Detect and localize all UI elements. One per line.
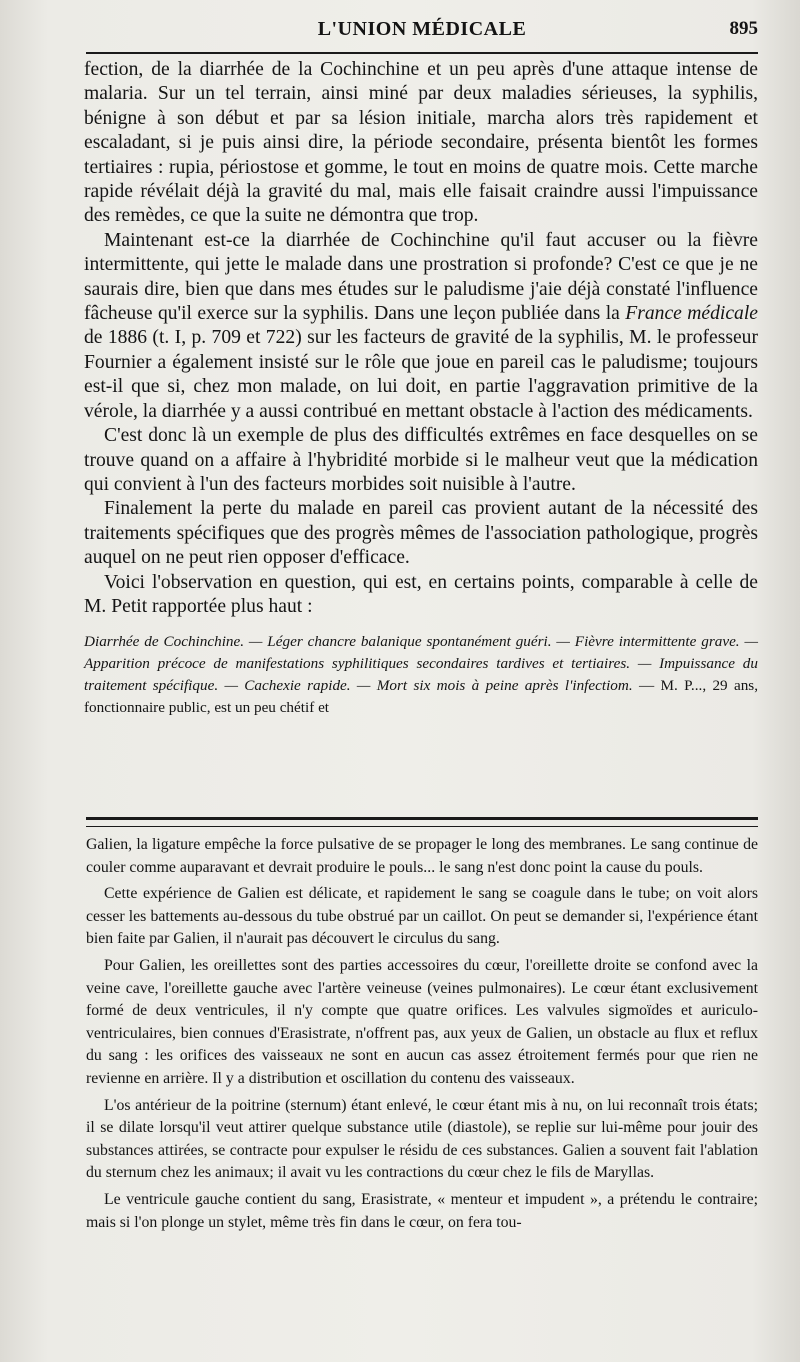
page-number: 895 (729, 18, 758, 39)
paragraph-text: de 1886 (t. I, p. 709 et 722) sur les facteurs de gravité de la syphilis, M. le professeur Fournier a également insisté sur le rôle que joue en pareil cas le paludisme; toujours est-il que si, chez mon malade, on lui doit, en partie l'aggravation primitive de la vérole, la diarrhée y a aussi contribué en mettant obstacle à l'action des médicaments. (84, 327, 758, 422)
footnote-paragraph: Pour Galien, les oreillettes sont des parties accessoires du cœur, l'oreillette droite se confond avec la veine cave, l'oreillette gauche avec l'artère veineuse (veines pulmonaires). Le cœur étant exclusivement formé de deux ventricules, il n'y compte que quatre orifices. Les valvules sigmoïdes et auriculo-ventriculaires, bien connues d'Erasistrate, n'offrent pas, aux yeux de Galien, un obstacle au flux et reflux du sang : les orifices des vaisseaux ne sont en aucun cas assez étroitement fermés pour que rien ne revienne en arrière. Il y a distribution et oscillation du contenu des vaisseaux. (86, 956, 758, 1087)
header-rule (86, 52, 758, 54)
journal-title: L'UNION MÉDICALE (317, 18, 527, 40)
footnote-text (86, 834, 758, 1234)
footnote-paragraph: Le ventricule gauche contient du sang, Erasistrate, « menteur et impudent », a prétendu le contraire; mais si l'on plonge un stylet, même très fin dans le cœur, on fera tou- (86, 1190, 758, 1231)
footnote-paragraph: Cette expérience de Galien est délicate, et rapidement le sang se coagule dans le tube; on voit alors cesser les battements au-dessous du tube obstrué par un caillot. On peut se demander si, l'expérience étant bien faite par Galien, il n'aurait pas découvert le circulus du sang. (86, 885, 758, 948)
observation-heading (84, 631, 758, 719)
paragraph: C'est donc là un exemple de plus des difficultés extrêmes en face desquelles on se trouve quand on a affaire à l'hybridité morbide si le malheur veut que la médication qui convient à l'un des facteurs morbides soit nuisible à l'autre. (84, 425, 758, 495)
observation-text: — M. P..., 29 ans, fonctionnaire public, est un peu chétif et (84, 677, 759, 717)
footnote-paragraph: L'os antérieur de la poitrine (sternum) étant enlevé, le cœur étant mis à nu, on lui reconnaît trois états; il se dilate lorsqu'il veut attirer quelque substance utile (diastole), se replie sur lui-même pour jouir des substances attirées, se contracte pour expulser le résidu de ces substances. Galien a souvent fait l'ablation du sternum chez les animaux; il avait vu les contractions du cœur chez le fils de Maryllas. (86, 1096, 758, 1182)
paragraph (84, 229, 758, 424)
paragraph: fection, de la diarrhée de la Cochinchine et un peu après d'une attaque intense de malaria. Sur un tel terrain, ainsi miné par deux maladies sérieuses, la syphilis, bénigne à son début et par sa lésion initiale, marcha alors très rapidement et escaladant, si je puis ainsi dire, la période secondaire, présenta bientôt les formes tertiaires : rupia, périostose et gomme, le tout en moins de quatre mois. Cette marche rapide révélait déjà la gravité du mal, mais elle faisait craindre aussi l'impuissance des remèdes, ce que la suite ne démontra que trop. (84, 59, 758, 227)
observation-title: Diarrhée de Cochinchine. — Léger chancre balanique spontanément guéri. — Fièvre intermittente grave. — Apparition précoce de manifestations syphilitiques secondaires tardives et tertiaires. — Impuissance du traitement spécifique. — Cachexie rapide. — Mort six mois à peine après l'infectiom. (84, 633, 758, 695)
running-header (86, 18, 758, 48)
journal-reference: France médicale (625, 303, 758, 325)
footnote-separator (86, 817, 758, 827)
main-text (84, 58, 758, 719)
paragraph: Finalement la perte du malade en pareil cas provient autant de la nécessité des traitements spécifiques que des progrès mêmes de l'association pathologique, progrès auquel on ne peut rien opposer d'efficace. (84, 498, 758, 569)
paragraph-text: Maintenant est-ce la diarrhée de Cochinchine qu'il faut accuser ou la fièvre intermittente, qui jette le malade dans une prostration si profonde? C'est ce que je ne saurais dire, bien que dans mes études sur le paludisme j'aie déjà constaté l'influence fâcheuse qu'il exerce sur la syphilis. Dans une leçon publiée dans la (84, 229, 758, 325)
paragraph: Voici l'observation en question, qui est, en certains points, comparable à celle de M. Petit rapportée plus haut : (84, 571, 758, 617)
footnote-paragraph: Galien, la ligature empêche la force pulsative de se propager le long des membranes. Le sang continue de couler comme auparavant et devrait produire le pouls... le sang n'est donc point la cause du pouls. (86, 836, 758, 876)
